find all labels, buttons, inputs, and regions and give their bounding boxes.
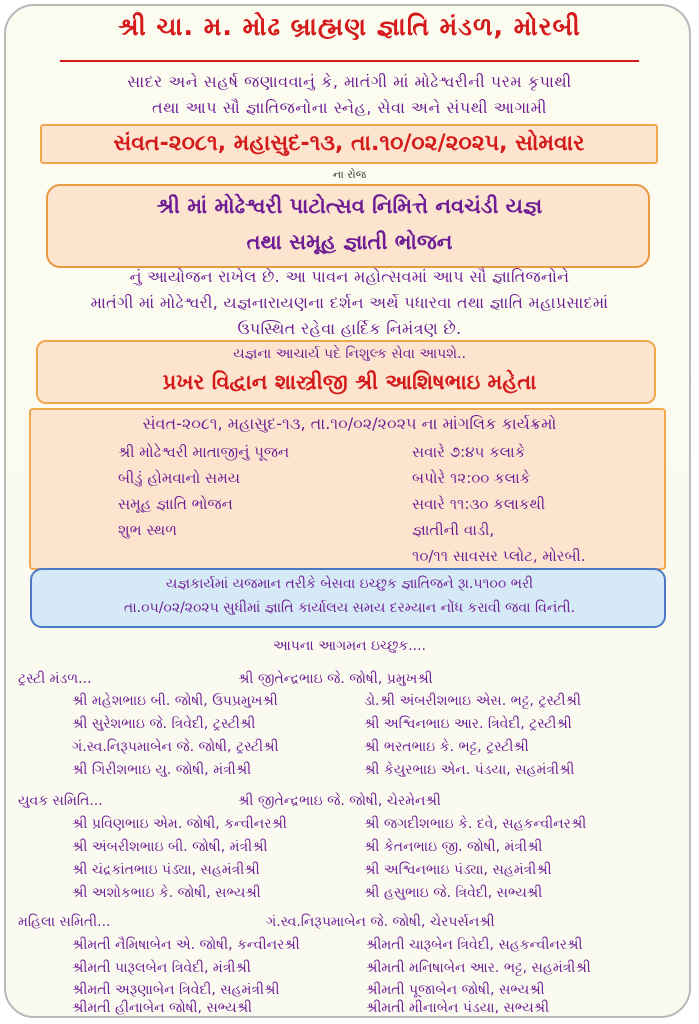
mahila-left-2: શ્રીમતી પારૂલબેન ત્રિવેદી, મંત્રીશ્રી (72, 960, 251, 976)
program-label-2: બીડું હોમવાનો સમય (118, 469, 241, 487)
yuvak-left-4: શ્રી અશોકભાઇ કે. જોષી, સભ્યશ્રી (72, 885, 261, 901)
trust-right-1: ડો.શ્રી અંબરીશભાઇ એસ. ભટ્ટ, ટ્રસ્ટીશ્રી (364, 693, 581, 709)
intro-line-2: તથા આપ સૌ જ્ઞાતિજનોના સ્નેહ, સેવા અને સંપથી આગામી (152, 98, 547, 117)
program-value-4: જ્ઞાતીની વાડી, (412, 521, 495, 539)
acharya-name: પ્રખર વિદ્વાન શાસ્ત્રીજી શ્રી આશિષભાઇ મહેતા (162, 370, 537, 394)
yuvak-right-1: શ્રી જગદીશભાઇ કે. દવે, સહકન્વીનરશ્રી (364, 816, 587, 832)
program-value-3: સવારે ૧૧:૩૦ કલાકથી (412, 495, 546, 513)
mahila-left-3: શ્રીમતી અરૂણાબેન ત્રિવેદી, સહમંત્રીશ્રી (72, 982, 280, 998)
invite-line-3: ઉપસ્થિત રહેવા હાર્દિક નિમંત્રણ છે. (237, 319, 462, 338)
yuvak-head: શ્રી જીતેન્દ્રભાઇ જે. જોષી, ચેરમેનશ્રી (238, 793, 441, 809)
acharya-intro: યજ્ઞના આચાર્ય પદે નિશુલ્ક સેવા આપશે.. (233, 346, 466, 362)
yajman-note-2: તા.૦૫/૦૨/૨૦૨૫ સુધીમાં જ્ઞાતિ કાર્યાલય સમય દરમ્યાન નોંધ કરાવી જવા વિનંતી. (123, 600, 576, 616)
invite-line-1: નું આયોજન રાખેલ છે. આ પાવન મહોત્સવમાં આપ સૌ જ્ઞાતિજનોને (129, 267, 570, 286)
na-roj-text: ના રોજ (332, 168, 367, 181)
trust-label: ટ્રસ્ટી મંડળ... (18, 671, 92, 687)
program-heading: સંવત-૨૦૮૧, મહાસુદ-૧૩, તા.૧૦/૦૨/૨૦૨૫ ના માંગલિક કાર્યક્રમો (142, 414, 557, 433)
trust-left-1: શ્રી મહેશભાઇ બી. જોષી, ઉપપ્રમુખશ્રી (72, 693, 278, 709)
trust-right-4: શ્રી કેયુરભાઇ એન. પંડયા, સહમંત્રીશ્રી (364, 762, 575, 778)
mahila-label: મહિલા સમિતી... (18, 914, 111, 930)
program-label-4: શુભ સ્થળ (118, 521, 177, 539)
program-address: ૧૦/૧૧ સાવસર પ્લોટ, મોરબી. (412, 547, 586, 565)
trust-right-3: શ્રી ભરતભાઇ કે. ભટ્ટ, ટ્રસ્ટીશ્રી (364, 739, 529, 755)
yajman-note-1: યજ્ઞકાર્યમાં યજમાન તરીકે બેસવા ઇચ્છુક જ્ઞાતિજને રૂા.૫૧૦૦ ભરી (165, 576, 534, 592)
yuvak-left-3: શ્રી ચંદ્રકાંતભાઇ પંડ્યા, સહમંત્રીશ્રી (72, 862, 260, 878)
yuvak-right-2: શ્રી કેતનભાઇ જી. જોષી, મંત્રીશ્રી (364, 839, 543, 855)
intro-line-1: સાદર અને સહર્ષ જણાવવાનું કે, માતંગી માં મોઢેશ્વરીની પરમ કૃપાથી (127, 72, 572, 91)
trust-right-2: શ્રી અશ્વિનભાઇ આર. ત્રિવેદી, ટ્રસ્ટીશ્રી (364, 716, 572, 732)
page-title: શ્રી ચા. મ. મોઢ બ્રાહ્મણ જ્ઞાતિ મંડળ, મોરબી (118, 12, 581, 41)
yuvak-right-3: શ્રી અશ્વિનભાઇ પંડ્યા, સહમંત્રીશ્રી (364, 862, 552, 878)
invite-line-2: માતંગી માં મોઢેશ્વરી, યજ્ઞનારાયણના દર્શન અર્થે પધારવા તથા જ્ઞાતિ મહાપ્રસાદમાં (90, 293, 609, 312)
yuvak-right-4: શ્રી હસુભાઇ જે. ત્રિવેદી, સભ્યશ્રી (364, 885, 543, 901)
title-underline (60, 60, 639, 62)
trust-left-3: ગં.સ્વ.નિરૂપમાબેન જે. જોષી, ટ્રસ્ટીશ્રી (72, 739, 279, 755)
mahila-right-1: શ્રીમતી ચારૂબેન ત્રિવેદી, સહકન્વીનરશ્રી (366, 937, 583, 953)
program-label-3: સમૂહ જ્ઞાતિ ભોજન (118, 495, 233, 513)
mahila-right-2: શ્રીમતી મનિષાબેન આર. ભટ્ટ, સહમંત્રીશ્રી (366, 960, 591, 976)
yuvak-label: યુવક સમિતિ... (18, 793, 103, 809)
event-line-2: તથા સમૂહ જ્ઞાતી ભોજન (246, 230, 453, 254)
program-label-1: શ્રી મોઢેશ્વરી માતાજીનું પૂજન (118, 443, 290, 461)
aapna-aagaman: આપના આગમન ઇચ્છુક.... (272, 638, 426, 654)
trust-left-4: શ્રી ગિરીશભાઇ યુ. જોષી, મંત્રીશ્રી (72, 762, 252, 778)
yuvak-left-1: શ્રી પ્રવિણભાઇ એમ. જોષી, કન્વીનરશ્રી (72, 816, 287, 832)
yuvak-left-2: શ્રી અંબરીશભાઇ બી. જોષી, મંત્રીશ્રી (72, 839, 268, 855)
mahila-left-4: શ્રીમતી હીનાબેન જોષી, સભ્યશ્રી (72, 1000, 253, 1016)
mahila-head: ગં.સ્વ.નિરૂપમાબેન જે. જોષી, ચેરપર્સનશ્રી (266, 914, 495, 930)
event-line-1: શ્રી માં મોઢેશ્વરી પાટોત્સવ નિમિત્તે નવચંડી યજ્ઞ (156, 194, 543, 218)
program-value-2: બપોરે ૧૨:૦૦ કલાકે (412, 469, 531, 487)
date-banner: સંવત-૨૦૮૧, મહાસુદ-૧૩, તા.૧૦/૦૨/૨૦૨૫, સોમવાર (40, 124, 658, 164)
trust-left-2: શ્રી સુરેશભાઇ જે. ત્રિવેદી, ટ્રસ્ટીશ્રી (72, 716, 256, 732)
program-value-1: સવારે ૭:૪૫ કલાકે (412, 443, 526, 461)
mahila-left-1: શ્રીમતી નૈમિષાબેન એ. જોષી, કન્વીનરશ્રી (72, 937, 300, 953)
mahila-right-4: શ્રીમતી મીનાબેન પંડયા, સભ્યશ્રી (366, 1000, 550, 1016)
trust-head: શ્રી જીતેન્દ્રભાઇ જે. જોષી, પ્રમુખશ્રી (238, 671, 433, 687)
mahila-right-3: શ્રીમતી પૂજાબેન જોષી, સભ્યશ્રી (366, 982, 545, 998)
